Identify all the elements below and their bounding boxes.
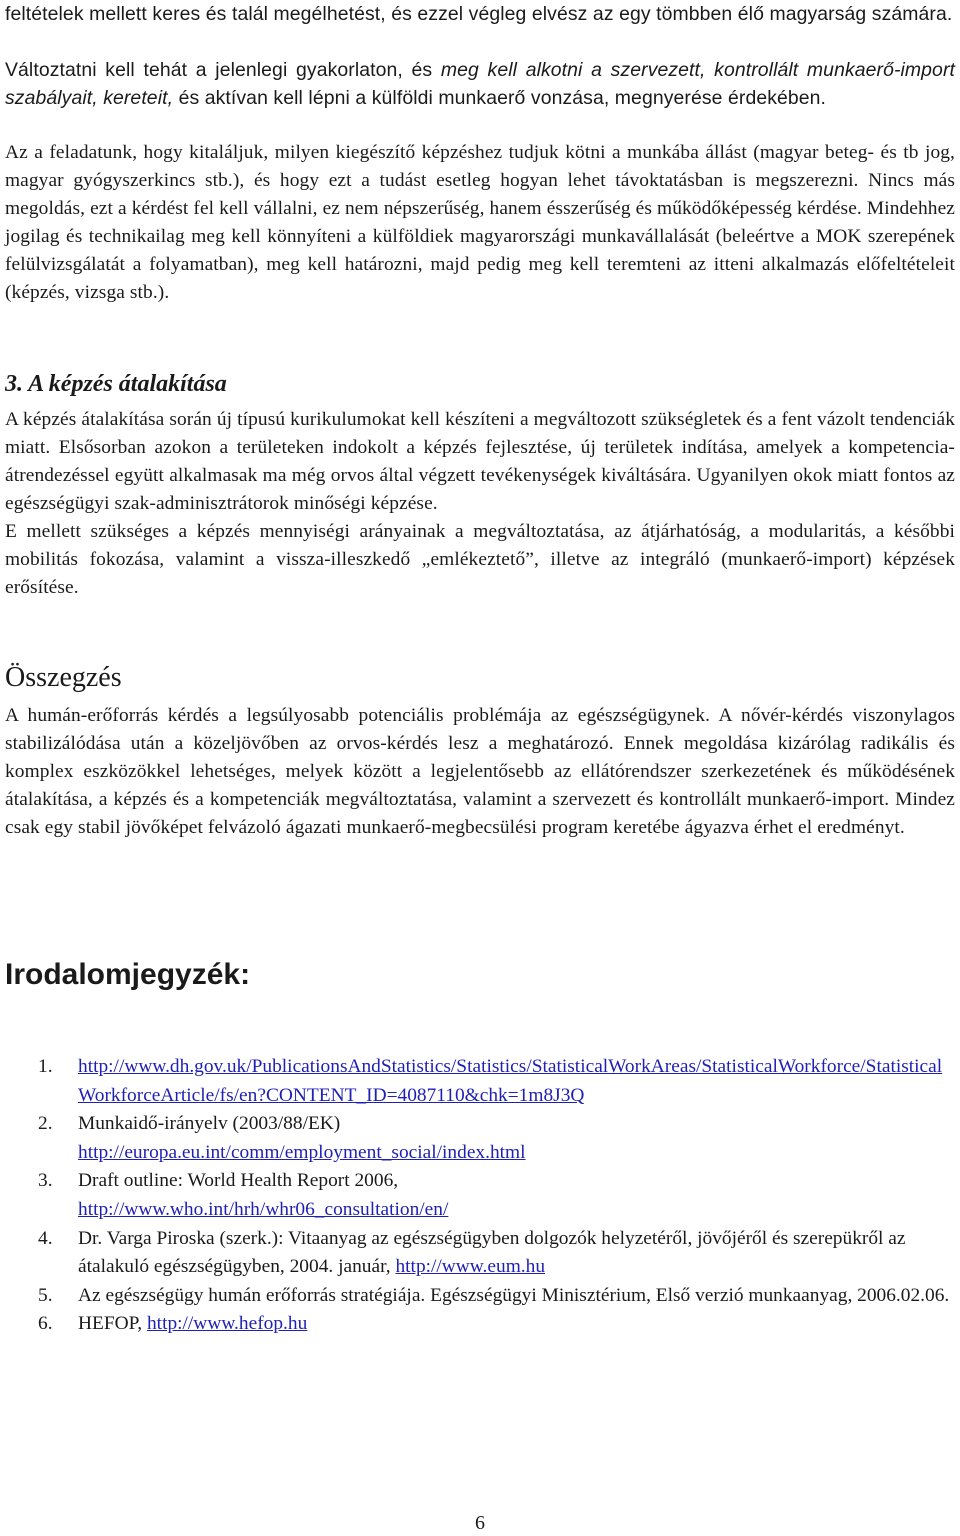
references-section bbox=[5, 953, 955, 997]
reference-body bbox=[78, 1053, 956, 1110]
section-3-heading: 3. A képzés átalakítása bbox=[5, 371, 227, 397]
reference-body bbox=[78, 1310, 956, 1339]
paragraph-continuation: feltételek mellett keres és talál megélhetést, és ezzel végleg elvész az egy tömbben élő magyarság számára. bbox=[5, 3, 953, 25]
paragraph-change-emphasis: meg kell alkotni a szervezett, kontrollált munkaerő-import szabályait, kereteit, bbox=[5, 59, 955, 109]
paragraph-change-start: Változtatni kell tehát a jelenlegi gyakorlaton, és bbox=[5, 59, 441, 81]
reference-text: HEFOP, bbox=[78, 1313, 143, 1335]
page-number: 6 bbox=[475, 1512, 485, 1534]
section-3 bbox=[5, 368, 955, 602]
section-3-paragraph-2: E mellett szükséges a képzés mennyiségi arányainak a megváltoztatása, az átjárhatóság, a modularitás, a későbbi mobilitás fokozása, valamint a vissza-illeszkedő „emlékeztető”, illetve az integráló (munkaerő-import) képzések erősítése. bbox=[5, 521, 955, 598]
summary-section bbox=[5, 658, 955, 842]
summary-heading: Összegzés bbox=[5, 662, 122, 693]
reference-item bbox=[38, 1310, 956, 1339]
section-3-paragraph-1: A képzés átalakítása során új típusú kurikulumokat kell készíteni a megváltozott szükségletek és a fent vázolt tendenciák miatt. Elsősorban azokon a területeken indokolt a képzés fejlesztése, új területek indítása, amelyek a kompetencia-átrendezéssel együtt alkalmasak ma még orvos által végzett tevékenységek kiváltására. Ugyanilyen okok miatt fontos az egészségügyi szak-adminisztrátorok minőségi képzése. bbox=[5, 409, 955, 514]
references-heading: Irodalomjegyzék: bbox=[5, 958, 251, 991]
reference-body bbox=[78, 1225, 956, 1282]
reference-number: 3. bbox=[38, 1170, 53, 1192]
paragraph-change-end: és aktívan kell lépni a külföldi munkaerő vonzása, megnyerése érdekében. bbox=[173, 87, 827, 109]
reference-text: Az egészségügy humán erőforrás stratégiája. Egészségügyi Minisztérium, Első verzió munkaanyag, 2006.02.06. bbox=[78, 1284, 950, 1306]
reference-link[interactable]: http://www.who.int/hrh/whr06_consultation/en/ bbox=[78, 1198, 449, 1220]
reference-number: 6. bbox=[38, 1313, 53, 1335]
paragraph-change bbox=[5, 56, 955, 112]
reference-number: 2. bbox=[38, 1113, 53, 1135]
references-list bbox=[38, 1053, 956, 1339]
task-block bbox=[5, 139, 955, 307]
reference-link[interactable]: http://www.dh.gov.uk/PublicationsAndStatistics/Statistics/StatisticalWorkAreas/StatisticalWorkforce/StatisticalWorkforceArticle/fs/en?CONTENT_ID=4087110&chk=1m8J3Q bbox=[78, 1056, 943, 1106]
reference-item bbox=[38, 1053, 956, 1110]
reference-body bbox=[78, 1167, 956, 1224]
reference-number: 4. bbox=[38, 1227, 53, 1249]
reference-text: Munkaidő-irányelv (2003/88/EK) bbox=[78, 1113, 341, 1135]
paragraph-task: Az a feladatunk, hogy kitaláljuk, milyen kiegészítő képzéshez tudjuk kötni a munkába állást (magyar beteg- és tb jog, magyar gyógyszerkincs stb.), és hogy ezt a tudást esetleg hogyan lehet távoktatásban is megszerezni. Nincs más megoldás, ezt a kérdést fel kell vállalni, ez nem népszerűség, hanem ésszerűség és működőképesség kérdése. Mindehhez jogilag és technikailag meg kell könnyíteni a külföldiek magyarországi munkavállalását (beleértve a MOK szerepének felülvizsgálatát a folyamatban), meg kell határozni, majd pedig meg kell teremteni az itteni alkalmazás előfeltételeit (képzés, vizsga stb.). bbox=[5, 142, 955, 303]
reference-item bbox=[38, 1110, 956, 1167]
reference-item bbox=[38, 1167, 956, 1224]
reference-item bbox=[38, 1225, 956, 1282]
reference-item bbox=[38, 1282, 956, 1311]
reference-link[interactable]: http://europa.eu.int/comm/employment_social/index.html bbox=[78, 1141, 526, 1163]
reference-body bbox=[78, 1110, 956, 1167]
summary-paragraph: A humán-erőforrás kérdés a legsúlyosabb potenciális problémája az egészségügynek. A nővér-kérdés viszonylagos stabilizálódása után a közeljövőben az orvos-kérdés lesz a meghatározó. Ennek megoldása kizárólag radikális és komplex eszközökkel lehetséges, melyek között a legjelentősebb az ellátórendszer szerkezetének és működésének átalakítása, a képzés és a kompetenciák megváltoztatása, valamint a szervezett és kontrollált munkaerő-import. Mindez csak egy stabil jövőképet felvázoló ágazati munkaerő-megbecsülési program keretébe ágyazva érhet el eredményt. bbox=[5, 705, 955, 838]
intro-block bbox=[5, 0, 955, 112]
reference-text: Dr. Varga Piroska (szerk.): Vitaanyag az egészségügyben dolgozók helyzetéről, jövőjéről és szerepükről az átalakuló egészségügyben, 2004. január, bbox=[78, 1227, 906, 1278]
reference-link[interactable]: http://www.hefop.hu bbox=[146, 1313, 308, 1335]
reference-text: Draft outline: World Health Report 2006, bbox=[78, 1170, 399, 1192]
reference-link[interactable]: http://www.eum.hu bbox=[395, 1256, 546, 1278]
reference-number: 5. bbox=[38, 1284, 53, 1306]
reference-body bbox=[78, 1282, 956, 1311]
reference-number: 1. bbox=[38, 1056, 53, 1077]
